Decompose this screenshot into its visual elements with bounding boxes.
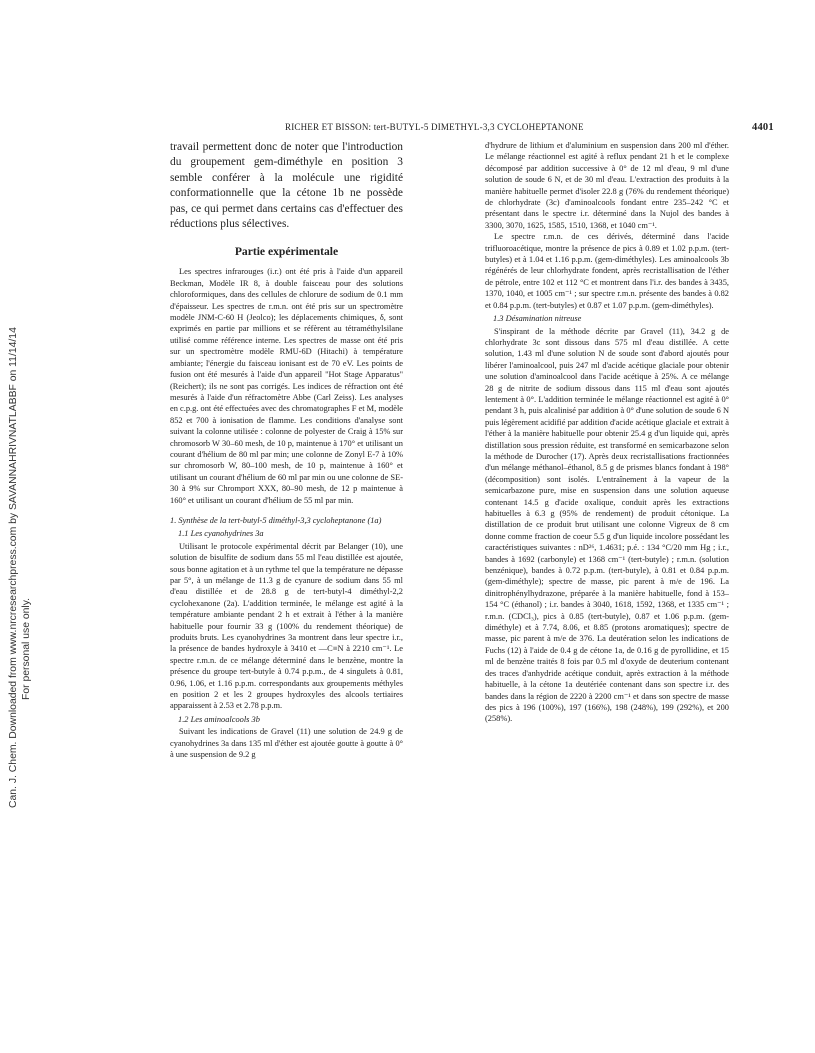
subsection-heading-1-1: 1.1 Les cyanohydrines 3a (178, 529, 264, 539)
running-header-title: RICHER ET BISSON: tert-BUTYL-5 DIMETHYL-3,3 CYCLOHEPTANONE (285, 122, 584, 132)
subsection-heading-1-3: 1.3 Désamination nitreuse (493, 314, 582, 324)
continuation-paragraph: d'hydrure de lithium et d'aluminium en suspension dans 200 ml d'éther. Le mélange réactionnel est agité à reflux pendant 21 h et le complexe décomposé par addition successive à 0° de 12 ml d'eau, 9 ml d'une solution de soude 6 N, et de 30 ml d'eau. L'extraction des produits à la manière habituelle permet d'isoler 22.8 g (76% du rendement théorique) de chlorhydrate (3c) d'aminoalcools fondant entre 235–242 °C et présentant dans le spectre i.r. déterminé dans la Nujol des bandes à 3300, 3070, 1625, 1585, 1510, 1368, et 1040 cm⁻¹. (485, 141, 729, 230)
section-title: Partie expérimentale (234, 245, 339, 259)
subsection-1-2-paragraph: Suivant les indications de Gravel (11) une solution de 24.9 g de cyanohydrines 3a dans 135 ml d'éther est ajoutée goutte à goutte à 0° à une suspension de 9.2 g (170, 727, 403, 760)
methods-paragraph: Les spectres infrarouges (i.r.) ont été pris à l'aide d'un appareil Beckman, Modèle IR 8, à double faisceau pour des solutions chloroformiques, dans des cellules de chlorure de sodium de 0.1 mm d'épaisseur. Les spectres de r.m.n. ont été pris sur un spectromètre modèle JNM-C-60 H (Jeolco); les déplacements chimiques, δ, sont exprimés en partie par millions et se réfèrent au tétraméthylsilane utilisé comme référence interne. Les spectres de masse ont été pris sur un spectromètre modèle RMU-6D (Hitachi) à température ambiante; l'énergie du faisceau ionisant est de 70 eV. Les points de fusion ont été mesurés à l'aide d'un appareil "Hot Stage Apparatus" (Reichert); ils ne sont pas corrigés. Les indices de réfraction ont été mesurés à l'aide d'un réfractomètre Abbe (Carl Zeiss). Les analyses en c.p.g. ont été effectuées avec des chromatographes F et M, modèle 852 et 700 à ionisation de flamme. Les conditions d'analyse sont suivant la colonne utilisée : colonne de polyester de Craig à 15% sur chromosorb W 30–60 mesh, de 10 p, maintenue à 170° et utilisant un courant d'hélium de 80 ml par min; une colonne de Zonyl E-7 à 10% sur chromosorb W, 80–100 mesh, de 10 p, maintenue à 160° et utilisant un courant d'hélium de 60 ml par min ou une colonne de SE-30 à 9% sur Chromport XXX, 80–90 mesh, de 12 p maintenue à 160° et utilisant un courant d'hélium de 55 ml par min. (170, 267, 403, 505)
watermark-personal-use-line: For personal use only. (21, 597, 32, 700)
left-column (170, 140, 403, 761)
subsection-1-1-paragraph: Utilisant le protocole expérimental décrit par Belanger (10), une solution de bisulfite de sodium dans 55 ml l'eau distillée est ajoutée, sous bonne agitation et à un rythme tel que la température ne dépasse par 5°, à un mélange de 11.3 g de cyanure de sodium dans 55 ml d'eau distillée et de 28.8 g de tert-butyl-4 diméthyl-2,2 cyclohexanone (2a). L'addition terminée, le mélange est agité à la température ambiante pendant 2 h et extrait à l'éther à la manière habituelle pour fournir 33 g (100% du rendement théorique) de produits bruts. Les cyanohydrines 3a montrent dans leur spectre i.r., la présence de bandes hydroxyle à 3410 et —C≡N à 2210 cm⁻¹. Le spectre r.m.n. de ce mélange déterminé dans le benzène, montre la présence du groupe tert-butyle à 0.74 p.p.m., de 4 singulets à 0.81, 0.96, 1.06, et 1.16 p.p.m. correspondants aux groupements méthyles en position 2 et les 2 groupes hydroxyles des alcools tertiaires apparaissent à 2.53 et 2.78 p.p.m. (170, 541, 403, 711)
page-number: 4401 (752, 122, 774, 133)
intro-paragraph: travail permettent donc de noter que l'introduction du groupement gem-diméthyle en position 3 semble conférer à la molécule une rigidité conformationnelle que la cétone 1b ne possède pas, ce qui permet dans certains cas d'effectuer des réductions plus sélectives. (170, 141, 403, 231)
synthesis-heading: 1. Synthèse de la tert-butyl-5 diméthyl-3,3 cycloheptanone (1a) (170, 515, 382, 525)
nmr-paragraph: Le spectre r.m.n. de ces dérivés, déterminé dans l'acide trifluoroacétique, montre la présence de pics à 0.89 et 1.02 p.p.m. (tert-butyles) et à 1.04 et 1.16 p.p.m. (gem-diméthyles). Les aminoalcools 3b régénérés de leur chlorhydrate fondent, après recristallisation de l'éther de pétrole, entre 102 et 112 °C et montrent dans l'i.r. des bandes à 3435, 1370, 1040, et 1005 cm⁻¹ ; sur spectre r.m.n. présente des bandes à 0.82 et 0.84 p.p.m. (tert-butyles) et 0.87 et 1.07 p.p.m. (gem-diméthyles). (485, 232, 729, 310)
watermark-download-line: Can. J. Chem. Downloaded from www.nrcresearchpress.com by SAVANNAHRIVNATLABBF on 11/14/14 (8, 327, 19, 808)
subsection-heading-1-2: 1.2 Les aminoalcools 3b (178, 714, 260, 724)
right-column (485, 140, 729, 725)
deamination-paragraph: S'inspirant de la méthode décrite par Gravel (11), 34.2 g de chlorhydrate 3c sont dissous dans 575 ml d'eau distillée. A cette solution, 1.43 ml d'une solution N de soude sont d'abord ajoutés pour libérer l'aminoalcool, puis 247 ml d'acide acétique glaciale pour obtenir une solution d'aminoalcool dans l'acide acétique à 25%. A ce mélange 28 g de nitrite de sodium dissous dans 115 ml d'eau sont ajoutés lentement à 0°. L'addition terminée le mélange réactionnel est agité à 0° pendant 3 h, puis alcalinisé par addition à 0° d'une solution de soude 6 N puis légèrement acidifié par addition d'acide acétique glaciale et extrait à l'éther à la manière habituelle pour obtenir 25.4 g d'un liquide qui, après distillation sous pression réduite, est transformé en semicarbazone selon la méthode de Durocher (17). Après deux recristallisations fractionnées d'un mélange méthanol–éthanol, 8.5 g de prismes blancs fondant à 198° (décomposition) sont isolés. L'entraînement à la vapeur de la semicarbazone pure, mise en suspension dans une solution aqueuse contenant 14.5 g d'acide oxalique, conduit après les extractions habituelles à 6.3 g (95% de rendement) de produit cétonique. La distillation de ce produit brut utilisant une colonne Vigreux de 8 cm donne comme fraction de coeur 5.5 g d'un liquide incolore possédant les caractéristiques suivantes : nD²⁶, 1.4631; p.é. : 134 °C/20 mm Hg ; i.r., bandes à 1692 (carbonyle) et 1368 cm⁻¹ (tert-butyle) ; r.m.n. (solution benzénique), bandes à 0.72 p.p.m. (tert-butyle), à 0.81 et 0.84 p.p.m. (gem-diméthyle); spectre de masse, pic parent à m/e de 196. La dinitrophénylhydrazone, préparée à la manière habituelle, fond à 153–154 °C (éthanol) ; i.r. bandes à 3040, 1618, 1592, 1368, et 1335 cm⁻¹ ; r.m.n. (CDCl₃), pics à 0.85 (tert-butyle), 0.87 et 1.06 p.p.m. (gem-diméthyle) et à 7.74, 8.06, et 8.85 (protons aromatiques); spectre de masse, pic parent à m/e de 376. La deutération selon les indications de Fuchs (12) à l'aide de 0.4 g de cétone 1a, de 0.16 g de pyrollidine, et 15 ml de benzène traités 8 fois par 0.5 ml d'oxyde de deuterium contenant des traces d'anhydride acétique conduit, après extraction à la méthode habituelle, à la cétone 1a deutériée contenant dans son spectre i.r. des bandes dans la région de 2220 à 2200 cm⁻¹ et dans son spectre de masse des pics à 196 (100%), 197 (166%), 198 (248%), 199 (292%), et 200 (258%). (485, 326, 729, 724)
